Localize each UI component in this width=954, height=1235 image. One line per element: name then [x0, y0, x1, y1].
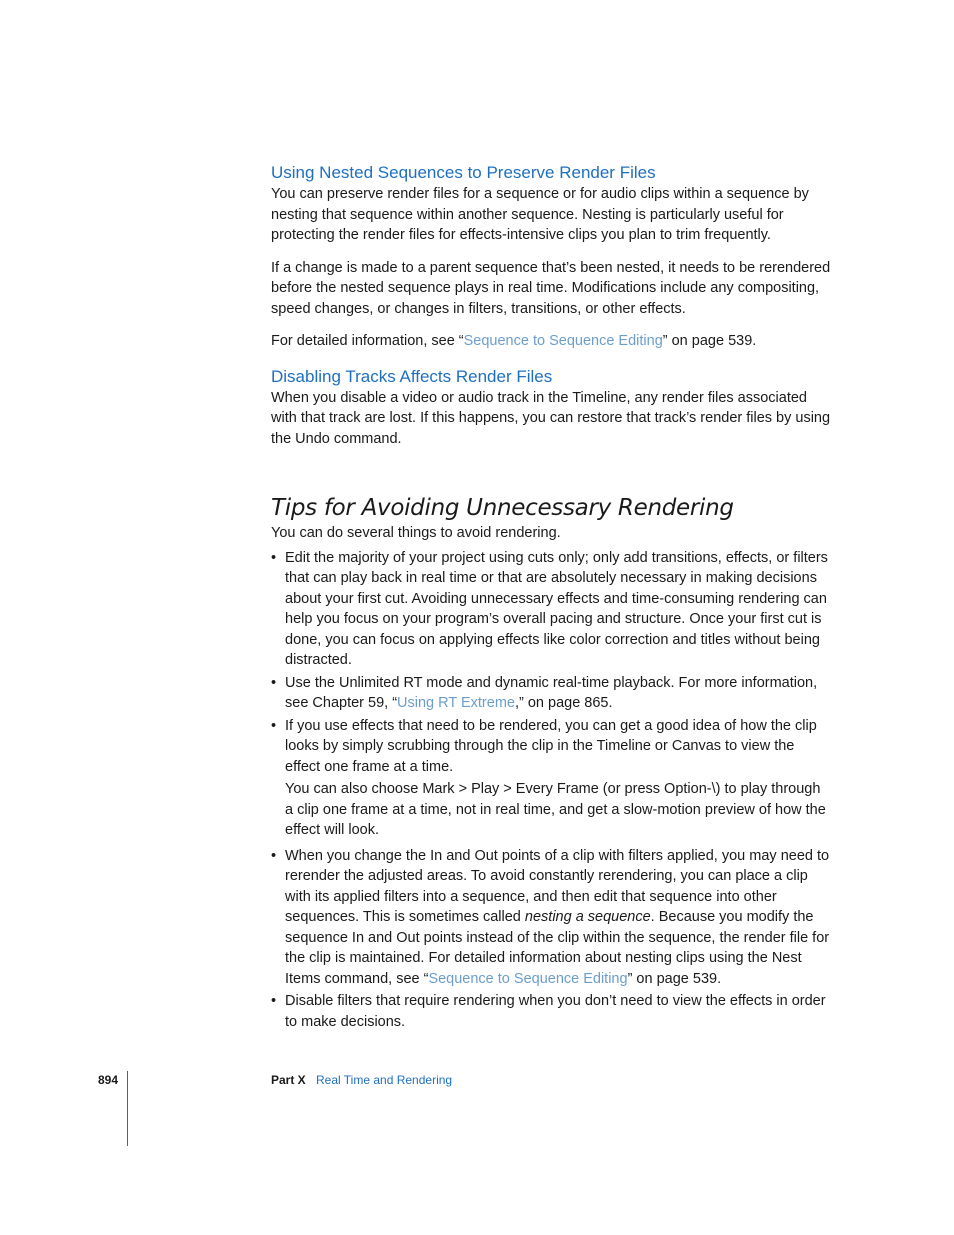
list-item-text: Disable filters that require rendering when you don’t need to view the effects in order to make decisions.	[285, 993, 826, 1030]
list-item	[271, 673, 831, 714]
text: For detailed information, see “	[271, 333, 464, 349]
page-content	[271, 162, 831, 1032]
list-item-text: If you use effects that need to be rendered, you can get a good idea of how the clip looks by simply scrubbing through the clip in the Timeline or Canvas to view the effect one frame at a time.	[285, 717, 817, 775]
list-item	[271, 846, 831, 990]
chapter-section-title: Tips for Avoiding Unnecessary Rendering	[271, 495, 734, 521]
list-item	[271, 716, 831, 841]
text: When you change the In and Out points of a clip with filters applied, you may need to rerender the adjusted areas. To avoid constantly rerendering, you can place a clip with its applied filters into a sequence, and then edit that sequence into other sequences. This is sometimes called	[285, 847, 830, 925]
list-item-text	[285, 673, 831, 714]
paragraph: When you disable a video or audio track in the Timeline, any render files associated with that track are lost. If this happens, you can restore that track’s render files by using the Undo command.	[271, 389, 831, 447]
emphasis-text: nesting a sequence	[524, 909, 651, 925]
text: ” on page 539.	[662, 333, 757, 349]
bullet-glyph: •	[271, 993, 277, 1009]
bullet-glyph: •	[271, 847, 277, 864]
paragraph: If a change is made to a parent sequence that’s been nested, it needs to be rerendered before the nested sequence plays in real time. Modifications include any compositing, speed changes, or changes in filters, transitions, or other effects.	[271, 259, 831, 317]
text: . Because you modify the sequence In and Out points instead of the clip within the sequence, the render file for the clip is maintained. For detailed information about nesting clips using the Nest Items command, see “	[285, 909, 830, 987]
footer-part-label: Part X	[271, 1073, 306, 1087]
bullet-glyph: •	[271, 717, 277, 734]
paragraph: You can preserve render files for a sequence or for audio clips within a sequence by nesting that sequence within another sequence. Nesting is particularly useful for protecting the render files for effects-intensive clips you plan to trim frequently.	[271, 186, 809, 243]
footer-divider	[127, 1071, 128, 1146]
text: Use the Unlimited RT mode and dynamic real-time playback. For more information, see Chapter 59, “	[285, 674, 818, 711]
paragraph-with-reference	[271, 331, 831, 352]
list-item	[271, 548, 831, 671]
list-item-text: You can also choose Mark > Play > Every Frame (or press Option-\) to play through a clip one frame at a time, not in real time, and get a slow-motion preview of how the effect will look.	[285, 781, 826, 838]
intro-text: You can do several things to avoid rendering.	[271, 525, 561, 541]
cross-reference-link[interactable]: Sequence to Sequence Editing	[463, 333, 663, 349]
cross-reference-link[interactable]: Sequence to Sequence Editing	[428, 970, 628, 987]
bullet-glyph: •	[271, 549, 277, 566]
cross-reference-link[interactable]: Using RT Extreme	[397, 695, 515, 711]
bullet-glyph: •	[271, 674, 277, 691]
section-heading-nested-sequences: Using Nested Sequences to Preserve Render Files	[271, 163, 656, 182]
tips-list	[271, 548, 831, 1033]
list-item	[271, 991, 831, 1032]
footer-chapter-title: Real Time and Rendering	[316, 1073, 453, 1087]
text: ,” on page 865.	[514, 695, 613, 711]
list-item-text: Edit the majority of your project using cuts only; only add transitions, effects, or filters that can play back in real time or that are absolutely necessary in making decisions about your first cut. Avoiding unnecessary effects and time-consuming rendering can help you focus on your program’s overall pacing and structure. Once your first cut is done, you can focus on applying effects like color correction and titles without being distracted.	[285, 549, 828, 668]
text: ” on page 539.	[627, 970, 722, 987]
list-item-text	[285, 846, 831, 990]
section-heading-disabling-tracks: Disabling Tracks Affects Render Files	[271, 366, 553, 386]
page-number: 894	[98, 1073, 119, 1087]
